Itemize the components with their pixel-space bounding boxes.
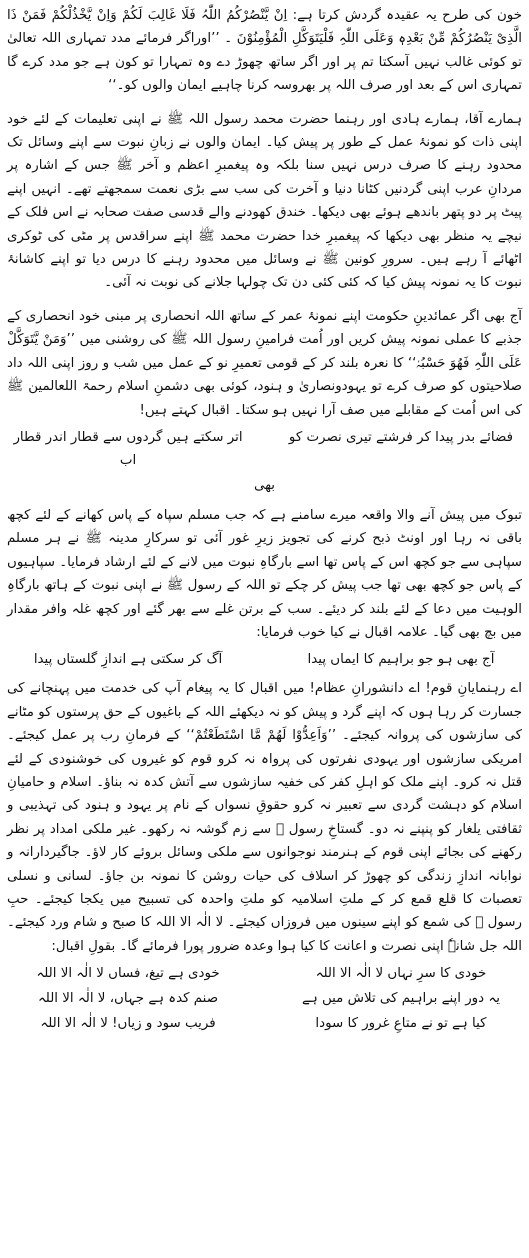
couplet-second-line: فریب سود و زیاں! لا الٰہ الا اللہ — [40, 1016, 216, 1032]
paragraph-prophet-example: ہمارے آقا، ہمارے ہادی اور رہنما حضرت محمد رسول اللہ ﷺ نے اپنی تعلیمات کے لئے خود اپنی ذات کو نمونۂ عمل کے طور پر پیش کیا۔ ایمان والوں نے زبانِ نبوت سے اپنے وسائل تک محدود رہنے کا صرف درس نہیں سنا بلکہ وہ پیغمبرِ اعظم و آخر ﷺ جس کے اشارہ پر مردانِ عرب اپنی گردنیں کٹانا دنیا و آخرت کی سب سے بڑی نعمت سمجھتے تھے۔ انہیں اپنے پیٹ پر دو پتھر باندھے ہوئے بھی دیکھا۔ خندق کھودنے والے قدسی صفت صحابہ نے اس فلک کے نیچے یہ منظر بھی دیکھا کہ پیغمبرِ خدا حضرت محمد ﷺ اپنے سراقدس پر مٹی کی ٹوکری اٹھائے آ رہے ہیں۔ سرورِ کونین ﷺ نے وسائل میں محدود رہنے کا درس دیا تو اپنے کاشانۂ نبوت کا یہ نمونہ پیش کیا کہ کئی کئی دن تک چولہا جلانے کی نوبت نہ آئی۔ — [7, 111, 522, 291]
paragraph-opening: خون کی طرح یہ عقیدہ گردش کرتا ہے: اِنْ یَّنْصُرْکُمُ اللّٰہُ فَلَا غَالِبَ لَکُمْ وَاِنْ یَّخْذُلْکُمْ فَمَنْ ذَا الَّذِیْ یَنْصُرُکُمْ مِّنْ بَعْدِہٖ وَعَلَی اللّٰہِ فَلْیَتَوَکَّلِ الْمُؤْمِنُوْنَ ۔ ’’اوراگر فرمائے مدد تمہاری اللہ تعالیٰ تو کوئی غالب نہیں آسکتا تم پر اور اگر ساتھ چھوڑ دے وہ تمہارا تو کون ہے جو مدد کرے گا تمہاری اس کے بعد اور صرف اللہ پر بھروسہ کرنا چاہیے ایمان والوں کو۔‘‘ — [7, 8, 522, 94]
poem-couplet — [7, 987, 522, 1010]
couplet-first-line: فضائے بدر پیدا کر فرشتے تیری نصرت کو — [288, 429, 514, 445]
iqbal-closing-poem — [7, 962, 522, 1035]
iqbal-couplet-badr — [7, 426, 522, 472]
poem-couplet — [7, 962, 522, 985]
verse-connector-word: بھی — [253, 477, 276, 493]
couplet-first-line: یہ دور اپنے براہیم کی تلاش میں ہے — [302, 991, 500, 1007]
couplet-second-line: اتر سکتے ہیں گردوں سے قطار اندر قطار اب — [13, 429, 243, 468]
couplet-second-line: خودی ہے تیغ، فساں لا الٰہ الا اللہ — [36, 966, 220, 982]
couplet-first-line: خودی کا سرِ نہاں لا الٰہ الا اللہ — [315, 966, 487, 982]
iqbal-couplet-ibrahim — [7, 648, 522, 671]
couplet-second-line: صنم کدہ ہے جہاں، لا الٰہ الا اللہ — [37, 991, 219, 1007]
couplet-first-line: آج بھی ہو جو براہیم کا ایماں پیدا — [307, 652, 495, 668]
paragraph-tabuk-incident: تبوک میں پیش آنے والا واقعہ میرے سامنے ہے کہ جب مسلم سپاہ کے پاس کھانے کے لئے کچھ باقی نہ رہا اور اونٹ ذبح کرنے کی تجویز زیرِ غور آئی تو سرکارِ مدینہ ﷺ نے ہر مسلم سپاہی سے جو کچھ اس کے پاس تھا اسے بارگاہِ نبوت میں لانے کے لئے ارشاد فرمایا۔ سپاہیوں کے پاس جو کچھ بھی تھا جب پیش کر چکے تو اللہ کے رسول ﷺ نے اپنی نبوت کے ہاتھ بارگاہِ الوہیت میں دعا کے لئے بلند کر دیئے۔ سب کے برتن غلے سے بھر گئے اور کچھ غلہ وافر مقدار میں بچ بھی گیا۔ علامہ اقبال نے کیا خوب فرمایا: — [7, 507, 522, 640]
paragraph-rulers-appeal: آج بھی اگر عمائدینِ حکومت اپنے نمونۂ عمر کے ساتھ اللہ انحصاری پر مبنی خود انحصاری کے جذبے کا عملی نمونہ پیش کریں اور اُمت فرامینِ رسول اللہ ﷺ کی روشنی میں ’’وَمَنْ یَّتَوَکَّلْ عَلَی اللّٰہِ فَھُوَ حَسْبُہٗ‘‘ کا نعرہ بلند کر کے قومی تعمیرِ نو کے عمل میں شب و روز اپنی اللہ داد صلاحیتوں کو صرف کرے تو یہودونصاریٰ و ہنود، کوئی بھی دشمنِ اسلام رحمۃ اللعالمین ﷺ کی اس اُمت کے مقابلے میں صف آرا نہیں ہو سکتا۔ اقبال کہتے ہیں! — [7, 308, 522, 418]
paragraph-message-to-leaders: اے رہنمایانِ قوم! اے دانشورانِ عظام! میں اقبال کا یہ پیغام آپ کی خدمت میں پہنچانے کی جسارت کر رہا ہوں کہ اپنے گرد و پیش کو نہ دیکھئے اللہ کے باغیوں کے حق پرستوں کو مٹانے کی سازشوں کی پروانہ کیجئے۔ ’’وَاَعِدُّوْا لَھُمْ مَّا اسْتَطَعْتُمْ‘‘ کے فرمانِ رب پر عمل کیجئے۔ امریکی سازشوں اور یہودی نفرتوں کی پرواہ نہ کرو قوم کو غیروں کی خوشنودی کے لئے قتل نہ کرو۔ اپنے ملک کو اہلِ کفر کی خفیہ سازشوں سے آتش کدہ نہ بناؤ۔ اسلام و حامیانِ اسلام کو دہشت گردی سے تعبیر نہ کرو حقوقِ نسواں کے نام پر یہود و ہنود کی تہذیبی و ثقافتی یلغار کو پنپنے نہ دو۔ گستاخِ رسول ﷺ سے زم گوشہ نہ رکھو۔ غیر ملکی امداد پر نظر رکھنے کی بجائے اپنی قوم کے ہنرمند نوجوانوں سے ملکی وسائل بروئے کار لاؤ۔ جاگیردارانہ و نوابانہ اندازِ زندگی کو چھوڑ کر اسلاف کی حیات روشن کا نمونہ بن جاؤ۔ لسانی و نسلی تعصبات کا قلع قمع کر کے ملتِ اسلامیہ کو ملتِ واحدہ کی تسبیح میں یکجا کیجئے۔ حبِ رسول ﷺ کی شمع کو اپنے سینوں میں فروزاں کیجئے۔ لا الٰہ الا اللہ کا صبح و شام ورد کیجئے۔ اللہ جل شانہٗ اپنی نصرت و اعانت کا کیا ہوا وعدہ ضرور پورا فرمائے گا۔ بقولِ اقبال: — [7, 681, 522, 954]
poem-couplet — [7, 1012, 522, 1035]
couplet-second-line: آگ کر سکتی ہے اندازِ گلستاں پیدا — [33, 652, 223, 668]
couplet-first-line: کیا ہے تو نے متاعِ غرور کا سودا — [315, 1016, 487, 1032]
